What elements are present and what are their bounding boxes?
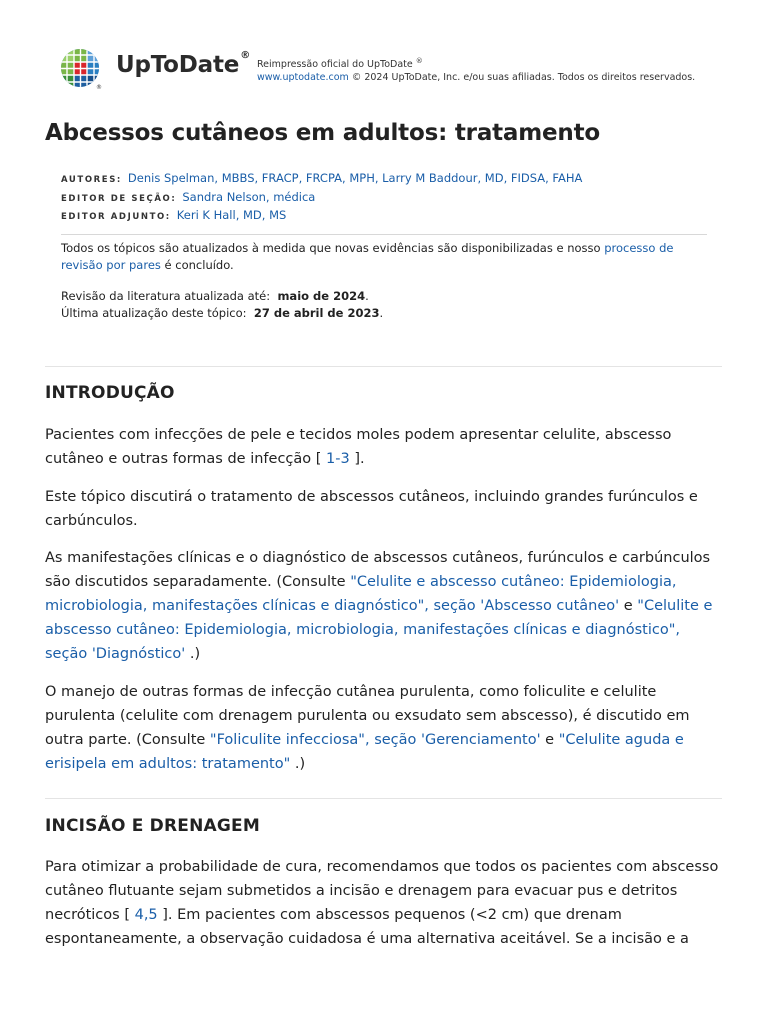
paragraph: Pacientes com infecções de pele e tecidos moles podem apresentar celulite, abscesso cutâneo e outras formas de infecção [ 1-3 ]. bbox=[45, 427, 672, 467]
peer-review-link[interactable]: processo de revisão por pares bbox=[61, 241, 674, 272]
topic-link[interactable]: "Celulite e abscesso cutâneo: Epidemiologia, microbiologia, manifestações clínicas e diagnóstico", seção 'Abscesso cutâneo' bbox=[45, 574, 677, 614]
logo-wordmark: UpToDate® bbox=[116, 50, 250, 78]
reference-link[interactable]: 4,5 bbox=[134, 907, 158, 923]
uptodate-logo-icon bbox=[60, 48, 102, 90]
authors-link[interactable]: Denis Spelman, MBBS, FRACP, FRCPA, MPH, Larry M Baddour, MD, FIDSA, FAHA bbox=[127, 171, 583, 185]
deputy-editor-link[interactable]: Keri K Hall, MD, MS bbox=[176, 208, 287, 222]
deputy-editor-row: EDITOR ADJUNTO: Keri K Hall, MD, MS bbox=[61, 208, 287, 222]
paragraph: Este tópico discutirá o tratamento de abscessos cutâneos, incluindo grandes furúnculos e carbúnculos. bbox=[45, 489, 698, 529]
paragraph: Para otimizar a probabilidade de cura, recomendamos que todos os pacientes com abscesso cutâneo flutuante sejam submetidos a incisão e drenagem para evacuar pus e detritos necróticos [ 4,5 ]. Em pacientes com abscessos pequenos (<2 cm) que drenam espontaneamente, a observação cuidadosa é uma alternativa aceitável. Se a incisão e a bbox=[45, 859, 719, 947]
uptodate-site-link[interactable]: www.uptodate.com bbox=[257, 72, 349, 84]
review-dates: Revisão da literatura atualizada até: maio de 2024. Última atualização deste tópico: 27 de abril de 2023. bbox=[61, 289, 384, 320]
section-divider bbox=[45, 366, 722, 367]
paragraph: O manejo de outras formas de infecção cutânea purulenta, como foliculite e celulite purulenta (celulite com drenagem purulenta ou exsudato sem abscesso), é discutido em outra parte. (Consulte "Foliculite infecciosa", seção 'Gerenciamento' e "Celulite aguda e erisipela em adultos: tratamento" .) bbox=[45, 684, 690, 772]
section-editor-link[interactable]: Sandra Nelson, médica bbox=[182, 189, 316, 204]
section-editor-row: EDITOR DE SEÇÃO: Sandra Nelson, médica bbox=[61, 189, 316, 204]
last-updated-date: 27 de abril de 2023 bbox=[253, 305, 380, 320]
topic-link[interactable]: "Celulite e abscesso cutâneo: Epidemiologia, microbiologia, manifestações clínicas e diagnóstico", seção 'Diagnóstico' bbox=[45, 598, 713, 662]
heading-introducao: INTRODUÇÃO bbox=[45, 383, 175, 403]
heading-incisao-drenagem: INCISÃO E DRENAGEM bbox=[45, 816, 260, 836]
update-note: Todos os tópicos são atualizados à medida que novas evidências são disponibilizadas e nosso processo de revisão por pares é concluído. bbox=[61, 241, 674, 272]
reprint-notice: Reimpressão oficial do UpToDate ® www.uptodate.com © 2024 UpToDate, Inc. e/ou suas afiliadas. Todos os direitos reservados. bbox=[257, 57, 696, 84]
paragraph: As manifestações clínicas e o diagnóstico de abscessos cutâneos, furúnculos e carbúnculos são discutidos separadamente. (Consulte "Celulite e abscesso cutâneo: Epidemiologia, microbiologia, manifestações clínicas e diagnóstico", seção 'Abscesso cutâneo' e "Celulite e abscesso cutâneo: Epidemiologia, microbiologia, manifestações clínicas e diagnóstico", seção 'Diagnóstico' .) bbox=[45, 550, 713, 662]
topic-link[interactable]: "Celulite aguda e erisipela em adultos: tratamento" bbox=[45, 732, 684, 772]
reference-link[interactable]: 1-3 bbox=[326, 451, 350, 467]
article-title: Abcessos cutâneos em adultos: tratamento bbox=[45, 120, 600, 146]
authors-row: AUTORES: Denis Spelman, MBBS, FRACP, FRCPA, MPH, Larry M Baddour, MD, FIDSA, FAHA bbox=[61, 171, 583, 185]
page-header bbox=[60, 48, 740, 92]
topic-link[interactable]: "Foliculite infecciosa", seção 'Gerenciamento' bbox=[209, 732, 541, 748]
byline-divider bbox=[61, 234, 707, 235]
literature-review-date: maio de 2024 bbox=[277, 289, 366, 303]
section-divider bbox=[45, 798, 722, 799]
byline bbox=[61, 170, 582, 226]
svg-text:®: ® bbox=[96, 84, 102, 90]
